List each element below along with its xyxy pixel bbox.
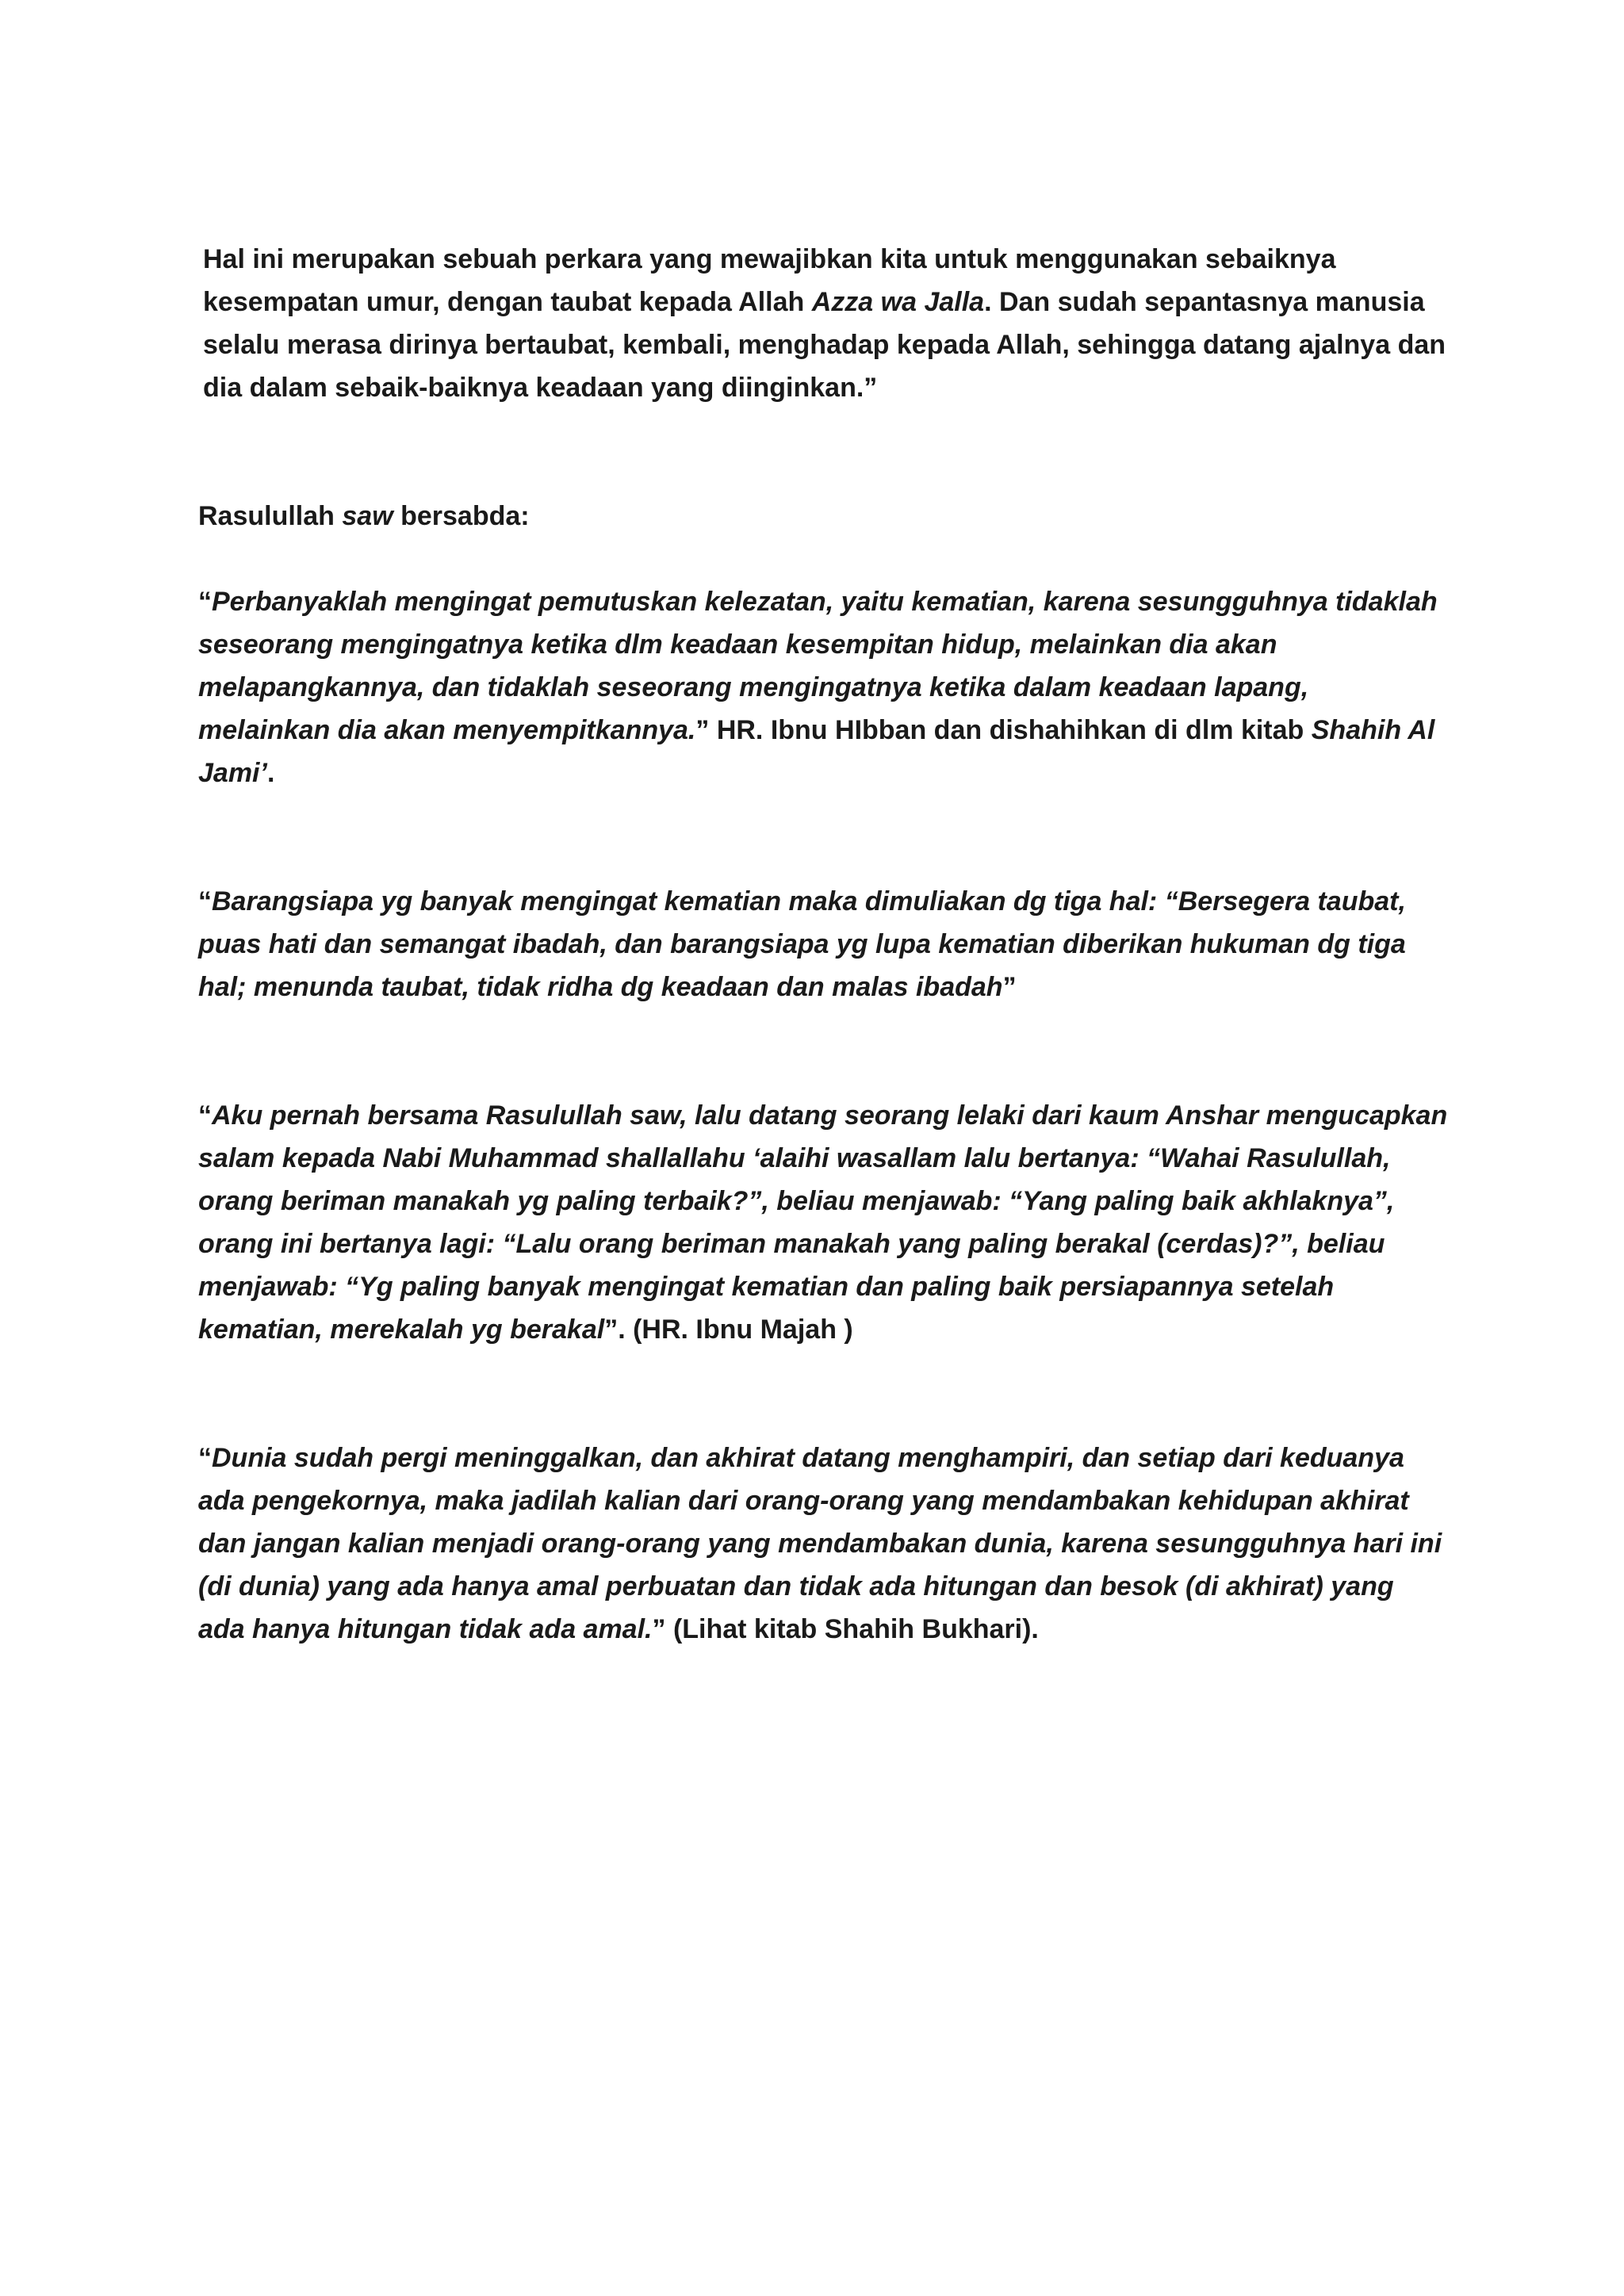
italic-phrase: (di dunia) yang ada hanya amal perbuatan dan tidak ada hitungan dan besok (di akhirat) yang — [198, 1571, 1394, 1601]
paragraph-intro-taubat — [203, 238, 1446, 409]
citation-text: ”. (HR. Ibnu Majah ) — [604, 1314, 853, 1345]
text-line — [198, 1522, 1443, 1565]
text-span: Rasulullah — [198, 501, 343, 531]
italic-phrase: saw — [342, 501, 393, 531]
quote-mark: “ — [198, 886, 212, 916]
italic-phrase: Aku pernah bersama Rasulullah saw, lalu datang seorang lelaki dari kaum Anshar mengucapkan — [212, 1100, 1448, 1131]
text-line — [198, 1180, 1443, 1223]
paragraph-hadith-1 — [198, 580, 1443, 794]
text-line — [198, 1137, 1443, 1180]
italic-phrase: ada hanya hitungan tidak ada amal. — [198, 1614, 653, 1644]
italic-phrase: Perbanyaklah mengingat pemutuskan kelezatan, yaitu kematian, karena sesungguhnya tidaklah — [212, 587, 1438, 617]
text-span: kesempatan umur, dengan taubat kepada Allah — [203, 287, 812, 317]
quote-mark: ” — [1002, 972, 1017, 1002]
text-line — [203, 281, 1443, 323]
italic-book-title: Shahih Al — [1311, 715, 1435, 745]
spacer — [198, 1351, 1443, 1437]
text-line — [198, 1094, 1448, 1137]
italic-phrase: puas hati dan semangat ibadah, dan barangsiapa yg lupa kematian diberikan hukuman dg tiga — [198, 929, 1406, 959]
italic-phrase: dan jangan kalian menjadi orang-orang yang mendambakan dunia, karena sesungguhnya hari ini — [198, 1529, 1442, 1559]
text-line — [198, 1565, 1443, 1608]
text-line — [198, 580, 1443, 623]
italic-phrase: Barangsiapa yg banyak mengingat kematian maka dimuliakan dg tiga hal: “Bersegera taubat, — [212, 886, 1406, 916]
text-span: . Dan sudah sepantasnya manusia — [984, 287, 1425, 317]
text-line — [198, 752, 1443, 794]
italic-phrase: kematian, merekalah yg berakal — [198, 1314, 605, 1345]
citation-text: ” (Lihat kitab Shahih Bukhari). — [652, 1614, 1039, 1644]
italic-phrase: ada pengekornya, maka jadilah kalian dari orang-orang yang mendambakan kehidupan akhirat — [198, 1486, 1409, 1516]
paragraph-hadith-4 — [198, 1437, 1443, 1651]
document-body — [198, 238, 1448, 1651]
text-span: . — [266, 758, 275, 788]
spacer — [198, 1008, 1443, 1094]
text-line — [198, 880, 1443, 923]
text-line: Hal ini merupakan sebuah perkara yang mewajibkan kita untuk menggunakan sebaiknya — [203, 244, 1336, 274]
text-line — [198, 966, 1443, 1008]
text-line — [198, 1608, 1443, 1651]
text-line — [198, 623, 1443, 666]
italic-phrase: menjawab: “Yg paling banyak mengingat kematian dan paling baik persiapannya setelah — [198, 1272, 1335, 1302]
italic-phrase: melapangkannya, dan tidaklah seseorang mengingatnya ketika dalam keadaan lapang, — [198, 672, 1309, 702]
italic-phrase: orang beriman manakah yg paling terbaik?”, beliau menjawab: “Yang paling baik akhlaknya”, — [198, 1186, 1395, 1216]
text-line — [198, 1437, 1443, 1479]
text-line — [198, 923, 1443, 966]
text-line: selalu merasa dirinya bertaubat, kembali, menghadap kepada Allah, sehingga datang ajalnya dan — [203, 330, 1446, 360]
quote-mark: “ — [198, 587, 212, 617]
paragraph-hadith-3 — [198, 1094, 1448, 1351]
italic-book-title: Jami’ — [198, 758, 267, 788]
paragraph-rasulullah-bersabda — [198, 495, 1443, 538]
text-line — [198, 1265, 1443, 1308]
italic-phrase: hal; menunda taubat, tidak ridha dg keadaan dan malas ibadah — [198, 972, 1003, 1002]
citation-text: ” HR. Ibnu HIbban dan dishahihkan di dlm kitab — [695, 715, 1312, 745]
text-line — [198, 1308, 1443, 1351]
italic-phrase: melainkan dia akan menyempitkannya. — [198, 715, 696, 745]
text-span: bersabda: — [393, 501, 530, 531]
italic-phrase: Dunia sudah pergi meninggalkan, dan akhirat datang menghampiri, dan setiap dari keduanya — [212, 1443, 1404, 1473]
paragraph-hadith-2 — [198, 880, 1443, 1008]
italic-phrase: seseorang mengingatnya ketika dlm keadaan kesempitan hidup, melainkan dia akan — [198, 629, 1277, 660]
spacer — [198, 538, 1443, 580]
text-line — [198, 495, 1443, 538]
spacer — [198, 409, 1443, 495]
spacer — [198, 794, 1443, 880]
text-line — [198, 1479, 1443, 1522]
italic-phrase: salam kepada Nabi Muhammad shallallahu ‘alaihi wasallam lalu bertanya: “Wahai Rasulullah, — [198, 1143, 1391, 1173]
text-line — [198, 709, 1443, 752]
quote-mark: “ — [198, 1100, 212, 1131]
text-line — [198, 666, 1443, 709]
italic-phrase: Azza wa Jalla — [811, 287, 985, 317]
text-line — [198, 1223, 1443, 1265]
italic-phrase: orang ini bertanya lagi: “Lalu orang beriman manakah yang paling berakal (cerdas)?”, beliau — [198, 1229, 1385, 1259]
quote-mark: “ — [198, 1443, 212, 1473]
text-line: dia dalam sebaik-baiknya keadaan yang diinginkan.” — [203, 373, 878, 403]
